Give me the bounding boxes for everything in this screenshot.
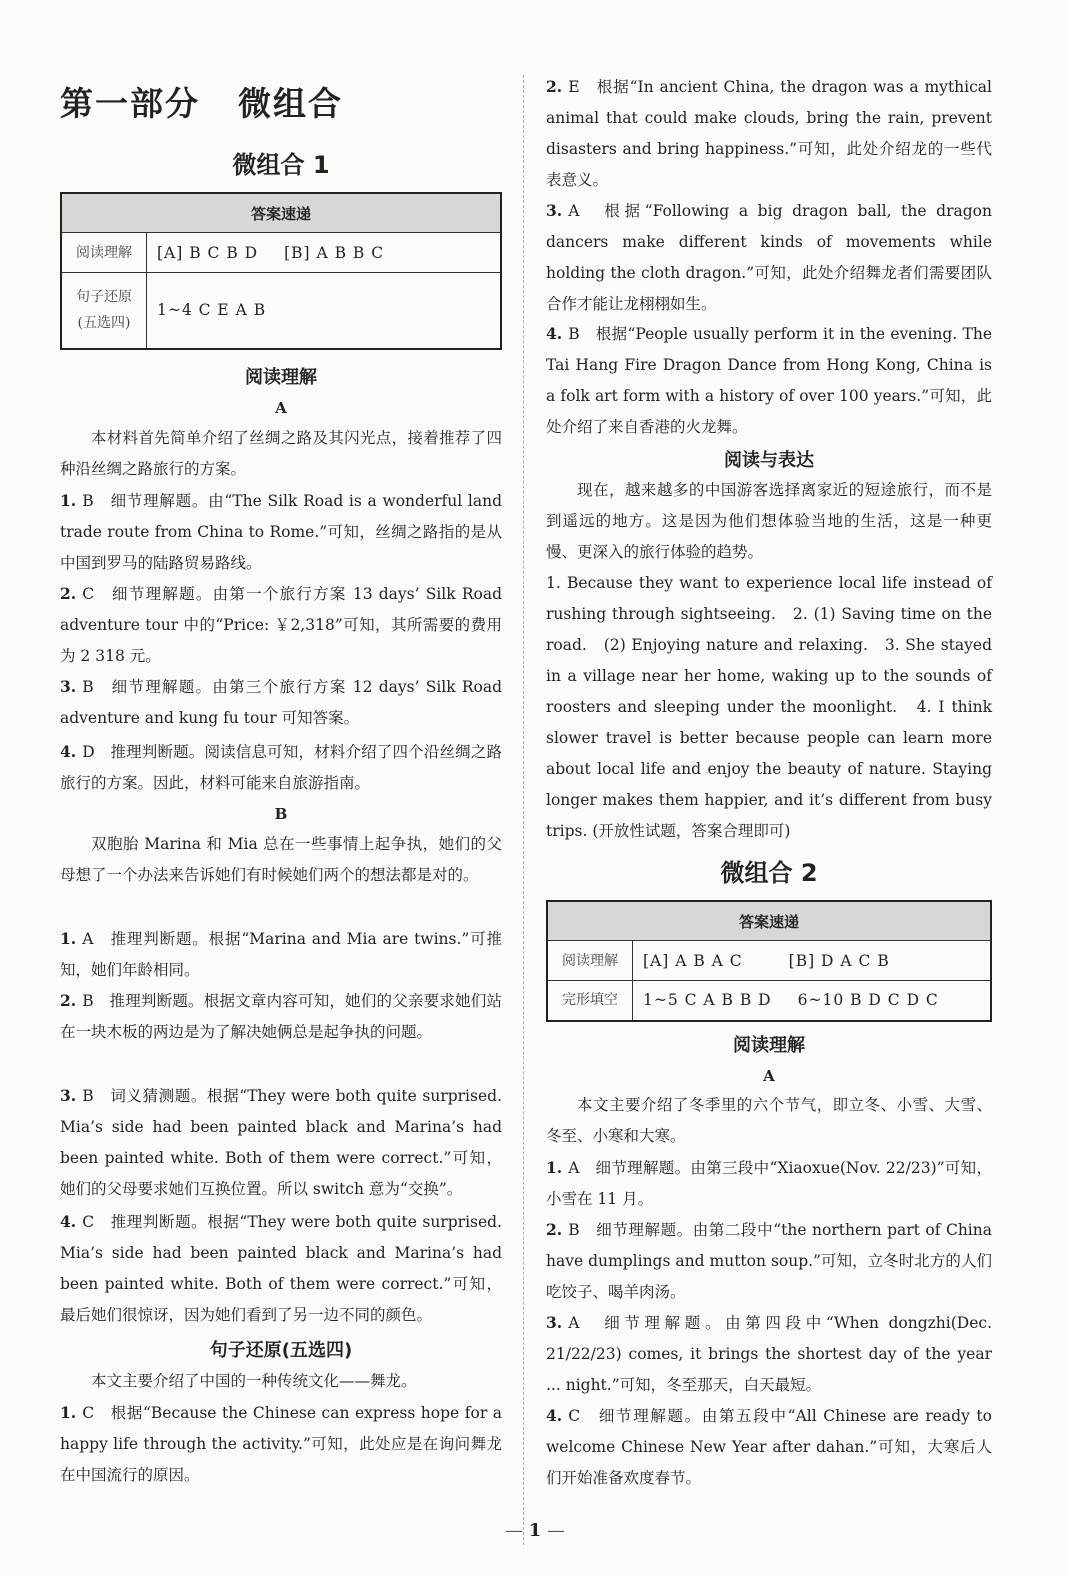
expression-heading: 阅读与表达 (724, 450, 814, 471)
passage-intro: 本材料首先简单介绍了丝绸之路及其闪光点，接着推荐了四种沿丝绸之路旅行的方案。 (60, 429, 502, 478)
passage-intro: 本文主要介绍了冬季里的六个节气，即立冬、小雪、大雪、冬至、小寒和大寒。 (546, 1096, 992, 1145)
answer-item: 3. B 词义猜测题。根据“They were both quite surprised. Mia’s side had been painted black and Marina’s had been painted white. Both of them were correct.”可知，她们的父母要求她们互换位置。所以 switch 意为“交换”。 (60, 1086, 502, 1198)
expression-answer: 1. Because they want to experience local life instead of rushing through sightseeing. 2. (1) Saving time on the road. (2) Enjoying nature and relaxing. 3. She stayed in a village near her home, waking up to the sounds of roosters and sleeping under the moonlight. 4. I think slower travel is better because people can learn more about local life and enjoy the beauty of nature. Staying longer makes them happier, and it’s different from busy trips. (开放性试题，答案合理即可) (546, 574, 992, 840)
answer-row-values: 1~5 C A B B D 6~10 B D C D C (633, 981, 992, 1021)
answer-item: 1. B 细节理解题。由“The Silk Road is a wonderful land trade route from China to Rome.”可知，丝绸之路指的是从中国到罗马的陆路贸易路线。 (60, 491, 502, 572)
answer-row-values: [A] A B A C [B] D A C B (633, 941, 992, 981)
answer-item: 2. C 细节理解题。由第一个旅行方案 13 days’ Silk Road adventure tour 中的“Price: ￥2,318”可知，其所需要的费用为 2 318 元。 (60, 584, 502, 665)
answer-item: 4. D 推理判断题。阅读信息可知，材料介绍了四个沿丝绸之路旅行的方案。因此，材料可能来自旅游指南。 (60, 742, 502, 792)
answer-table-header: 答案速递 (547, 901, 991, 941)
answer-item: 4. C 推理判断题。根据“They were both quite surprised. Mia’s side had been painted black and Marina’s had been painted white. Both of them were correct.”可知，最后她们很惊讶，因为她们看到了另一边不同的颜色。 (60, 1212, 502, 1324)
group-1-title: 微组合 1 (232, 151, 330, 179)
answer-table-header: 答案速递 (61, 193, 501, 233)
sentence-heading: 句子还原(五选四) (209, 1340, 353, 1361)
answer-row-label: 完形填空 (547, 981, 633, 1021)
part-title (60, 78, 343, 125)
answer-row-label: 阅读理解 (547, 941, 633, 981)
reading-heading: 阅读理解 (733, 1035, 805, 1056)
answer-item: 1. C 根据“Because the Chinese can express hope for a happy life through the activity.”可知，此处应是在询问舞龙在中国流行的原因。 (60, 1403, 502, 1484)
answer-item: 2. E 根据“In ancient China, the dragon was a mythical animal that could make clouds, bring the rain, prevent disasters and bring happiness.”可知，此处介绍龙的一些代表意义。 (546, 77, 992, 189)
answer-row-values: [A] B C B D [B] A B B C (147, 233, 502, 273)
column-divider (523, 75, 524, 1545)
passage-letter: A (275, 399, 287, 417)
answer-item: 3. B 细节理解题。由第三个旅行方案 12 days’ Silk Road adventure and kung fu tour 可知答案。 (60, 677, 502, 727)
group-2-title: 微组合 2 (720, 859, 818, 887)
answer-item: 3. A 根据“Following a big dragon ball, the dragon dancers make different kinds of movements while holding the cloth dragon.”可知，此处介绍舞龙者们需要团队合作才能让龙栩栩如生。 (546, 201, 992, 313)
passage-letter: A (763, 1067, 775, 1085)
group-1-answer-table (60, 192, 502, 350)
answer-item: 1. A 细节理解题。由第三段中“Xiaoxue(Nov. 22/23)”可知，小雪在 11 月。 (546, 1158, 992, 1208)
answer-item: 4. C 细节理解题。由第五段中“All Chinese are ready to welcome Chinese New Year after dahan.”可知，大寒后人们开始准备欢度春节。 (546, 1406, 992, 1487)
page-number: — 1 — (505, 1520, 565, 1541)
answer-item: 2. B 推理判断题。根据文章内容可知，她们的父亲要求她们站在一块木板的两边是为了解决她俩总是起争执的问题。 (60, 991, 502, 1041)
answer-item: 4. B 根据“People usually perform it in the evening. The Tai Hang Fire Dragon Dance from Hong Kong, China is a folk art form with a history of over 100 years.”可知，此处介绍了来自香港的火龙舞。 (546, 324, 992, 436)
passage-intro: 现在，越来越多的中国游客选择离家近的短途旅行，而不是到遥远的地方。这是因为他们想体验当地的生活，这是一种更慢、更深入的旅行体验的趋势。 (546, 481, 992, 561)
answer-item: 3. A 细节理解题。由第四段中“When dongzhi(Dec. 21/22/23) comes, it brings the shortest day of the year ... night.”可知，冬至那天，白天最短。 (546, 1313, 992, 1394)
group-2-answer-table (546, 900, 992, 1022)
answer-item: 2. B 细节理解题。由第二段中“the northern part of China have dumplings and mutton soup.”可知，立冬时北方的人们吃饺子、喝羊肉汤。 (546, 1220, 992, 1301)
passage-letter: B (274, 805, 288, 823)
answer-item: 1. A 推理判断题。根据“Marina and Mia are twins.”可推知，她们年龄相同。 (60, 929, 502, 979)
reading-heading: 阅读理解 (245, 367, 317, 388)
part-title-name: 微组合 (238, 84, 343, 123)
answer-row-label: 阅读理解 (61, 233, 147, 273)
part-title-number: 第一部分 (60, 84, 200, 123)
passage-intro: 双胞胎 Marina 和 Mia 总在一些事情上起争执，她们的父母想了一个办法来告诉她们有时候她们两个的想法都是对的。 (60, 835, 502, 884)
answer-row-label: 句子还原 (五选四) (61, 273, 147, 349)
passage-intro: 本文主要介绍了中国的一种传统文化——舞龙。 (91, 1372, 417, 1390)
answer-row-values: 1~4 C E A B (147, 273, 502, 349)
